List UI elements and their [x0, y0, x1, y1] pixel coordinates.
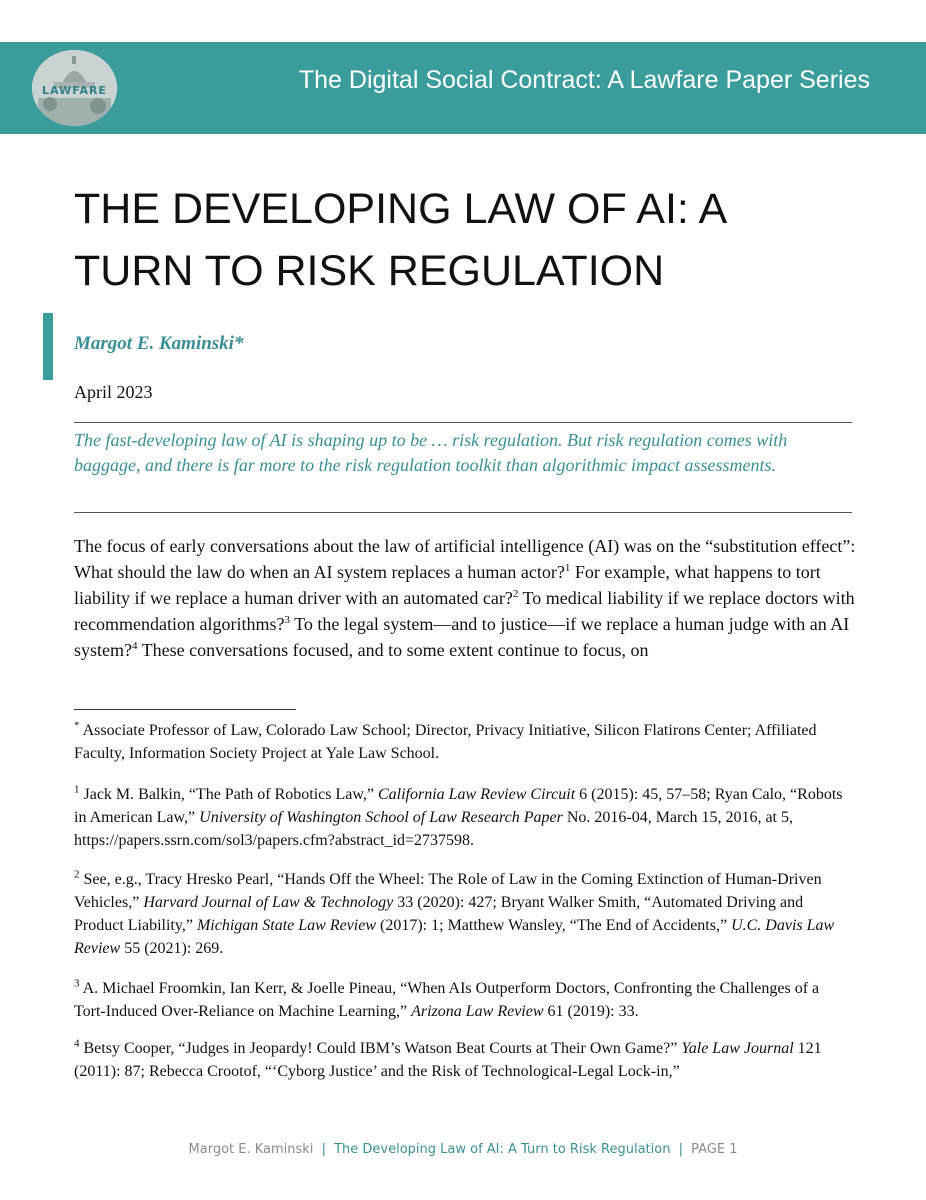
footer-title: The Developing Law of AI: A Turn to Risk Regulation [334, 1142, 671, 1157]
journal-title: Harvard Journal of Law & Technology [143, 894, 394, 911]
footnote-ref-1[interactable]: 1 [564, 562, 571, 574]
body-sentence-2: For example, what happens to tort liability if we replace a human driver with an automated car? [74, 562, 821, 608]
footnote-text: A. Michael Froomkin, Ian Kerr, & Joelle Pineau, “When AIs Outperform Doctors, Confronting the Challenges of a Tort-Induced Over-Reliance on Machine Learning,” [74, 980, 820, 1020]
footer-separator: | [678, 1142, 683, 1157]
logo-text: LAWFARE [42, 84, 107, 97]
footer-separator: | [321, 1142, 326, 1157]
footnote-text: See, e.g., Tracy Hresko Pearl, “Hands Off the Wheel: The Role of Law in the Coming Extinction of Human-Driven Vehicles,” [74, 871, 822, 911]
body-sentence-1: The focus of early conversations about the law of artificial intelligence (AI) was on the “substitution effect”: What should the law do when an AI system replaces a human actor? [74, 536, 856, 582]
footnote-4 [74, 1037, 854, 1083]
footnote-marker: 3 [74, 977, 80, 990]
journal-title: Arizona Law Review [411, 1003, 544, 1020]
page-footer [0, 1142, 926, 1157]
footnote-ref-3[interactable]: 3 [284, 614, 290, 626]
abstract: The fast-developing law of AI is shaping up to be … risk regulation. But risk regulation comes with baggage, and there is far more to the risk regulation toolkit than algorithmic impact assessments. [74, 430, 788, 475]
journal-title: University of Washington School of Law Research Paper [199, 809, 563, 826]
footnote-text: Betsy Cooper, “Judges in Jeopardy! Could IBM’s Watson Beat Courts at Their Own Game?” [79, 1040, 682, 1057]
journal-title: Michigan State Law Review [196, 917, 377, 934]
footnote-marker: 2 [74, 868, 80, 881]
body-paragraph [74, 533, 864, 663]
footnote-text: No. 2016-04, March 15, 2016, at 5, https://papers.ssrn.com/sol3/papers.cfm?abstract_id=2737598. [74, 809, 793, 849]
journal-title: U.C. Davis Law Review [74, 917, 835, 957]
footnote-separator [74, 709, 296, 710]
body-sentence-3: To medical liability if we replace doctors with recommendation algorithms? [74, 588, 855, 634]
footnote-3 [74, 977, 854, 1023]
paper-title-line-1: THE DEVELOPING LAW OF AI: A [74, 185, 728, 233]
footnote-ref-2[interactable]: 2 [512, 588, 519, 600]
footnote-1 [74, 783, 854, 852]
footnote-marker: * [74, 719, 80, 732]
abstract-bottom-rule [74, 512, 852, 513]
footnote-text: 121 (2011): 87; Rebecca Crootof, “‘Cyborg Justice’ and the Risk of Technological-Legal Lock-in,” [74, 1040, 822, 1080]
body-sentence-4: To the legal system—and to justice—if we replace a human judge with an AI system? [74, 614, 850, 660]
footnote-marker: 4 [74, 1037, 80, 1050]
author-name: Margot E. Kaminski* [74, 333, 244, 354]
author-accent-bar [43, 313, 53, 380]
footnote-text: 61 (2019): 33. [543, 1003, 639, 1020]
footnote-2 [74, 868, 854, 960]
series-title: The Digital Social Contract: A Lawfare Paper Series [298, 66, 870, 94]
footnote-marker: 1 [74, 783, 80, 796]
paper-title [74, 178, 874, 302]
journal-title: California Law Review Circuit [377, 786, 576, 803]
footer-author: Margot E. Kaminski [188, 1142, 314, 1157]
lawfare-logo [32, 50, 117, 126]
footnote-text: Jack M. Balkin, “The Path of Robotics Law,” [79, 786, 378, 803]
footnote-text: Associate Professor of Law, Colorado Law School; Director, Privacy Initiative, Silicon Flatirons Center; Affiliated Faculty, Information Society Project at Yale Law School. [74, 722, 817, 762]
footnote-star [74, 719, 854, 765]
publication-date: April 2023 [74, 382, 153, 402]
footnote-ref-4[interactable]: 4 [132, 640, 138, 652]
paper-title-line-2: TURN TO RISK REGULATION [74, 247, 665, 295]
footnote-text: 33 (2020): 427; Bryant Walker Smith, “Automated Driving and Product Liability,” [74, 894, 804, 934]
footnote-text: 6 (2015): 45, 57–58; Ryan Calo, “Robots in American Law,” [74, 786, 843, 826]
body-sentence-5: These conversations focused, and to some extent continue to focus, on [137, 640, 649, 660]
abstract-top-rule [74, 422, 852, 423]
footer-page-number: PAGE 1 [691, 1142, 738, 1157]
footnote-text: 55 (2021): 269. [120, 940, 224, 957]
journal-title: Yale Law Journal [681, 1040, 794, 1057]
footnote-text: (2017): 1; Matthew Wansley, “The End of Accidents,” [376, 917, 732, 934]
